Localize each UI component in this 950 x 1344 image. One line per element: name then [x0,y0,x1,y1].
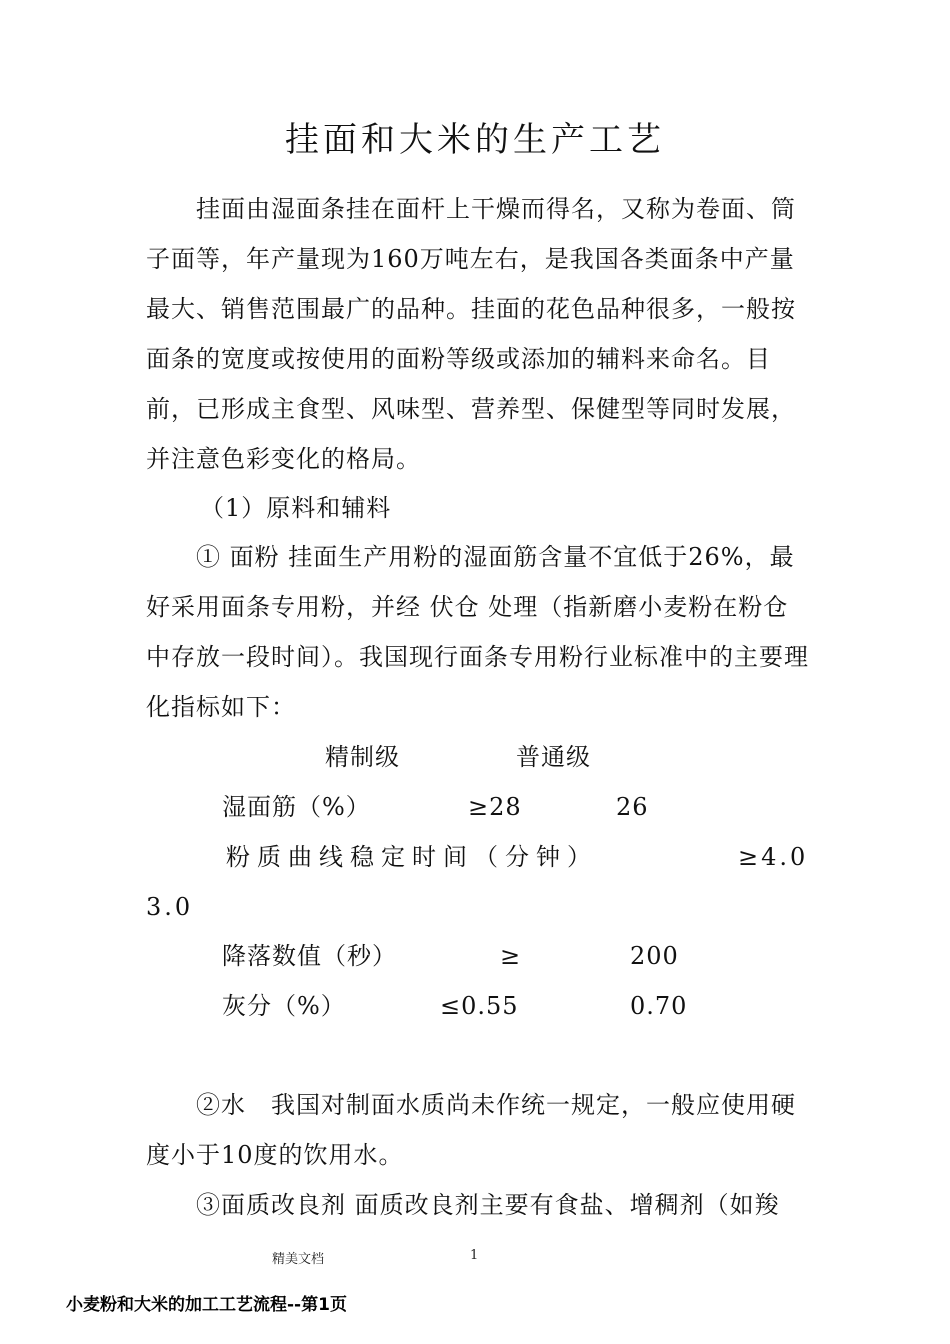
water-paragraph: ②水 我国对制面水质尚未作统一规定，一般应使用硬度小于10度的饮用水。 [146,1091,796,1169]
row-ash-ordinary: 0.70 [630,992,688,1020]
intro-paragraph: 挂面由湿面条挂在面杆上干燥而得名，又称为卷面、筒子面等，年产量现为160万吨左右，是我国各类面条中产量最大、销售范围最广的品种。挂面的花色品种很多，一般按面条的宽度或按使用的面粉等级或添加的辅料来命名。目前，已形成主食型、风味型、营养型、保健型等同时发展，并注意色彩变化的格局。 [146,195,796,473]
row-wet-gluten-name: 湿面筋（%） [222,793,371,821]
row-falling-number-ordinary: 200 [630,942,679,970]
row-stability-ordinary: 3.0 [146,893,194,921]
bottom-caption: 小麦粉和大米的加工工艺流程--第1页 [66,1295,347,1315]
row-wet-gluten-ordinary: 26 [616,793,649,821]
footer-label: 精美文档 [272,1252,325,1267]
row-falling-number-refined: ≥ [500,942,522,970]
row-stability-name: 粉质曲线稳定时间（分钟） [226,843,598,871]
header-ordinary: 普通级 [516,743,591,771]
row-falling-number-name: 降落数值（秒） [222,942,397,970]
row-stability-refined: ≥4.0 [738,843,809,871]
flour-paragraph: ① 面粉 挂面生产用粉的湿面筋含量不宜低于26%，最好采用面条专用粉，并经 伏仓 处理（指新磨小麦粉在粉仓中存放一段时间）。我国现行面条专用粉行业标准中的主要理化指标如下： [146,543,809,721]
row-ash-refined: ≤0.55 [440,992,519,1020]
section-heading: （1）原料和辅料 [200,494,392,522]
row-wet-gluten-refined: ≥28 [468,793,522,821]
row-ash-name: 灰分（%） [222,992,346,1020]
page-title: 挂面和大米的生产工艺 [285,120,665,160]
improver-paragraph: ③面质改良剂 面质改良剂主要有食盐、增稠剂（如羧 [196,1191,780,1219]
header-refined: 精制级 [325,743,400,771]
page-number: 1 [470,1248,479,1263]
